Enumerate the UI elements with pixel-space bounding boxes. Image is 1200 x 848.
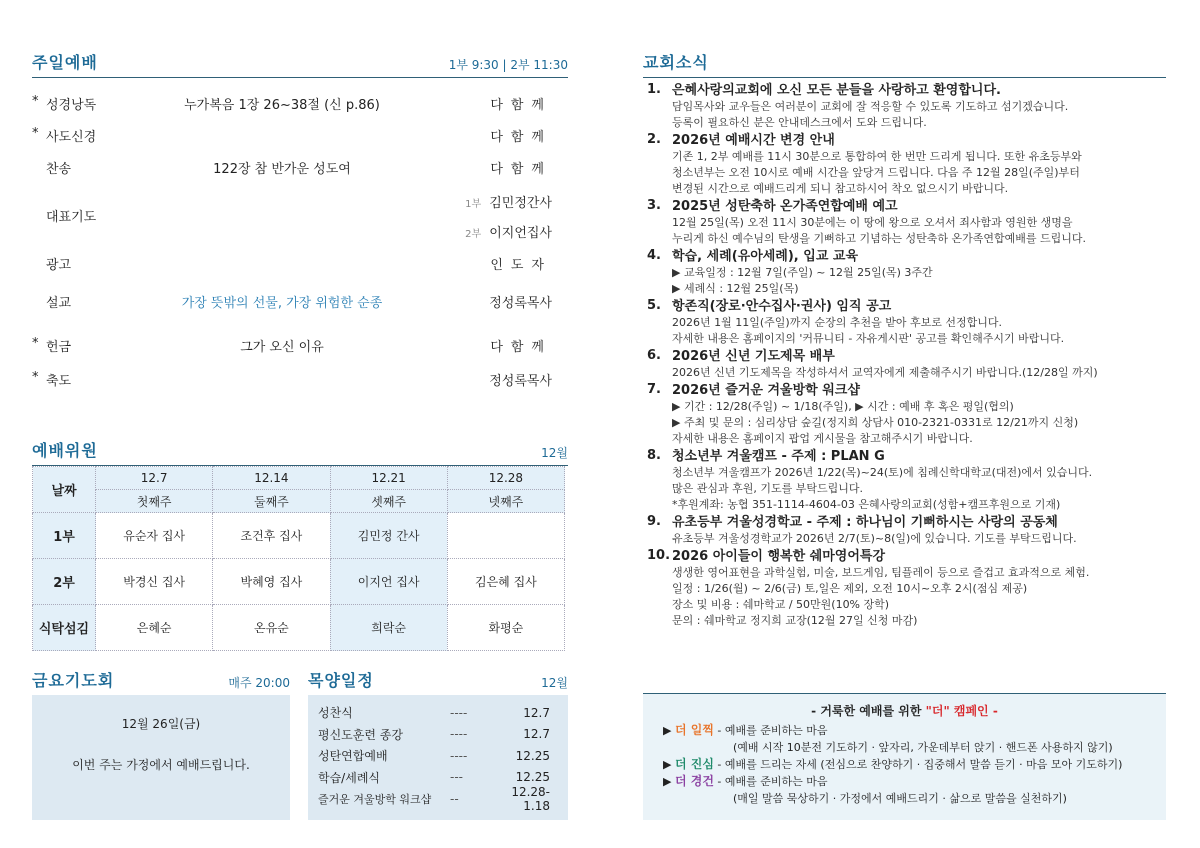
list-item [318, 745, 550, 767]
news-number: 3. [647, 198, 661, 213]
news-item [645, 198, 1165, 247]
news-item [645, 132, 1165, 197]
worship-label [32, 370, 102, 389]
table-row [33, 605, 565, 651]
news-line: 누리게 하신 예수님의 탄생을 기뻐하고 기념하는 성탄축하 온가족연합예배를 드립니다. [672, 232, 1087, 245]
campaign-desc: - 예배를 준비하는 마음 [713, 724, 828, 737]
campaign-desc: - 예배를 드리는 자세 (전심으로 찬양하기 · 집중해서 말씀 듣기 · 마음 모아 기도하기) [713, 758, 1123, 771]
asterisk-mark [32, 292, 44, 311]
friday-box [32, 695, 290, 820]
news-line: 자세한 내용은 홈페이지의 '커뮤니티 - 자유게시판' 공고를 확인해주시기 바랍니다. [672, 332, 1065, 345]
news-number: 6. [647, 348, 661, 363]
friday-note: 이번 주는 가정에서 예배드립니다. [72, 758, 250, 772]
news-title-text: 2026년 신년 기도제목 배부 [672, 349, 835, 364]
cell: 박경신 집사 [96, 559, 213, 605]
worship-times: 1부 9:30 | 2부 11:30 [448, 58, 568, 72]
pastoral-list [318, 702, 550, 813]
triangle-bullet-icon: ▶ [663, 758, 675, 771]
schedule-date: 12.7 [523, 705, 550, 720]
campaign-desc: - 예배를 준비하는 마음 [713, 775, 828, 788]
asterisk-mark: * [32, 126, 39, 141]
campaign-title-pre: - 거룩한 예배를 위한 [811, 704, 926, 718]
worship-label-text: 축도 [46, 374, 72, 389]
leader-name: 김민정간사 [489, 196, 552, 211]
worship-label-text: 설교 [46, 296, 72, 311]
news-line: 장소 및 비용 : 쉐마학교 / 50만원(10% 장학) [672, 598, 890, 611]
campaign-item [663, 722, 1146, 739]
schedule-name: 성찬식 [318, 706, 353, 721]
schedule-name: 즐거운 겨울방학 워크샵 [318, 792, 432, 806]
worship-person: 다함께 [490, 162, 552, 177]
news-title: 교회소식 [643, 53, 709, 72]
campaign-item [663, 773, 1146, 790]
news-item [645, 448, 1165, 513]
worship-content: 누가복음 1장 26~38절 (신 p.86) [184, 98, 380, 113]
triangle-bullet-icon: ▶ [663, 724, 675, 737]
worship-content: 가장 뜻밖의 선물, 가장 위험한 순종 [181, 296, 383, 311]
worship-label-text: 찬송 [46, 162, 72, 177]
news-line: *후원계좌: 농협 351-1114-4604-03 은혜사랑의교회(성함+캠프후원으로 기재) [672, 498, 1061, 511]
campaign-title [663, 702, 1146, 719]
campaign-title-highlight: "더" 캠페인 [925, 704, 989, 718]
worship-row [32, 158, 552, 178]
asterisk-mark: * [32, 336, 39, 351]
cell: 온유순 [213, 605, 330, 651]
cell: 김은혜 집사 [447, 559, 564, 605]
campaign-key: 더 진심 [674, 757, 714, 771]
news-line: 자세한 내용은 홈페이지 팝업 게시물을 참고해주시기 바랍니다. [672, 432, 973, 445]
worship-row [32, 196, 552, 241]
cell: 이지언 집사 [330, 559, 447, 605]
campaign-key: 더 경건 [674, 774, 714, 788]
news-title-text: 청소년부 겨울캠프 - 주제 : PLAN G [672, 449, 885, 464]
cell: 은혜순 [96, 605, 213, 651]
worship-row [32, 94, 552, 114]
worship-header [32, 50, 568, 78]
date: 12.28 [447, 467, 564, 490]
worship-label-text: 대표기도 [46, 210, 97, 225]
campaign-sub: (매일 말씀 묵상하기 · 가정에서 예배드리기 · 삶으로 말씀을 실천하기) [733, 792, 1067, 805]
week: 넷째주 [447, 490, 564, 513]
worship-title: 주일예배 [32, 53, 98, 72]
news-number: 2. [647, 132, 661, 147]
schedule-date: 12.7 [523, 727, 550, 742]
news-item [645, 514, 1165, 547]
cell: 희락순 [330, 605, 447, 651]
news-line: 12월 25일(목) 오전 11시 30분에는 이 땅에 왕으로 오셔서 죄사함과 영원한 생명을 [672, 216, 1073, 229]
worship-label [32, 158, 102, 177]
schedule-date: 12.25 [515, 748, 550, 763]
news-number: 1. [647, 82, 661, 97]
campaign-key: 더 일찍 [674, 723, 714, 737]
news-line: 기존 1, 2부 예배를 11시 30분으로 통합하여 한 번만 드리게 됩니다. 또한 유초등부와 [672, 150, 1082, 163]
schedule-dash: --- [450, 770, 463, 785]
news-line: 2026년 1월 11일(주일)까지 순장의 추천을 받아 후보로 선정합니다. [672, 316, 1002, 329]
worship-content: 그가 오신 이유 [240, 340, 324, 355]
schedule-dash: ---- [450, 748, 468, 763]
news-line: ▶ 주최 및 문의 : 심리상담 숲길(정지희 상담사 010-2321-0331로 12/21까지 신청) [672, 416, 1079, 429]
cell: 화평순 [447, 605, 564, 651]
schedule-dash: ---- [450, 727, 468, 742]
worship-label [32, 94, 102, 113]
schedule-dash: ---- [450, 705, 468, 720]
service-label: 1부 [465, 199, 482, 210]
list-item [318, 784, 550, 813]
team-month: 12월 [541, 446, 568, 460]
worship-content: 122장 참 반가운 성도여 [213, 162, 351, 177]
cell: 박혜영 집사 [213, 559, 330, 605]
news-item [645, 248, 1165, 297]
news-line: ▶ 기간 : 12/28(주일) ~ 1/18(주일), ▶ 시간 : 예배 후 혹은 평일(협의) [672, 400, 1014, 413]
news-title-text: 유초등부 겨울성경학교 - 주제 : 하나님이 기뻐하시는 사랑의 공동체 [672, 515, 1058, 530]
cell: 조건후 집사 [213, 513, 330, 559]
news-header [643, 50, 1166, 78]
worship-person: 다함께 [490, 98, 552, 113]
team-header [32, 438, 568, 466]
schedule-name: 평신도훈련 종강 [318, 727, 403, 742]
worship-person: 다함께 [490, 130, 552, 145]
news-line: 유초등부 겨울성경학교가 2026년 2/7(토)~8(일)에 있습니다. 기도를 부탁드립니다. [672, 532, 1077, 545]
news-line: 청소년부 겨울캠프가 2026년 1/22(목)~24(토)에 침례신학대학교(대전)에서 있습니다. [672, 466, 1093, 479]
date-label: 날짜 [33, 467, 96, 513]
news-line: ▶ 교육일정 : 12월 7일(주일) ~ 12월 25일(목) 3주간 [672, 266, 933, 279]
news-line: 등록이 필요하신 분은 안내데스크에서 도와 드립니다. [672, 116, 927, 129]
news-number: 5. [647, 298, 661, 313]
week: 둘째주 [213, 490, 330, 513]
week: 첫째주 [96, 490, 213, 513]
news-number: 4. [647, 248, 661, 263]
worship-person: 정성록목사 [489, 374, 552, 389]
news-item [645, 298, 1165, 347]
campaign-item [663, 756, 1146, 773]
pastoral-month: 12월 [541, 676, 568, 690]
worship-label [32, 206, 102, 225]
worship-label [32, 126, 102, 145]
news-title-text: 항존직(장로·안수집사·권사) 임직 공고 [672, 299, 892, 314]
leader-name: 이지언집사 [489, 226, 552, 241]
worship-label-text: 성경낭독 [46, 98, 97, 113]
friday-header [32, 668, 290, 696]
friday-date: 12월 26일(금) [121, 717, 201, 731]
news-number: 7. [647, 382, 661, 397]
news-list [645, 82, 1165, 630]
news-item [645, 548, 1165, 629]
news-number: 8. [647, 448, 661, 463]
worship-label-text: 헌금 [46, 340, 72, 355]
worship-row [32, 336, 552, 356]
row-label: 식탁섬김 [33, 605, 96, 651]
team-title: 예배위원 [32, 441, 98, 460]
campaign-sub: (예배 시작 10분전 기도하기 · 앞자리, 가운데부터 앉기 · 핸드폰 사용하지 않기) [733, 741, 1113, 754]
worship-person: 인도자 [490, 258, 552, 273]
asterisk-mark [32, 206, 44, 225]
asterisk-mark [32, 254, 44, 273]
news-item [645, 348, 1165, 381]
service-label: 2부 [465, 229, 482, 240]
prayer-leader [432, 222, 552, 241]
week: 셋째주 [330, 490, 447, 513]
list-item [318, 702, 550, 724]
news-line: 문의 : 쉐마학교 정지희 교장(12월 27일 신청 마감) [672, 614, 918, 627]
worship-row [32, 370, 552, 390]
date: 12.21 [330, 467, 447, 490]
news-line: 일정 : 1/26(월) ~ 2/6(금) 토,일은 제외, 오전 10시~오후 2시(점심 제공) [672, 582, 1028, 595]
news-line: 생생한 영어표현을 과학실험, 미술, 보드게임, 팀플레이 등으로 즐겁고 효과적으로 체험. [672, 566, 1090, 579]
date: 12.14 [213, 467, 330, 490]
worship-label [32, 292, 102, 311]
team-table [32, 466, 565, 651]
worship-row [32, 292, 552, 312]
row-label: 1부 [33, 513, 96, 559]
news-number: 9. [647, 514, 661, 529]
list-item [318, 724, 550, 746]
news-line: 담임목사와 교우들은 여러분이 교회에 잘 적응할 수 있도록 기도하고 섬기겠습니다. [672, 100, 1069, 113]
asterisk-mark [32, 158, 44, 177]
news-title-text: 2026 아이들이 행복한 쉐마영어특강 [672, 549, 886, 564]
pastoral-title: 목양일정 [308, 671, 374, 690]
worship-row [32, 254, 552, 274]
asterisk-mark: * [32, 94, 39, 109]
row-label: 2부 [33, 559, 96, 605]
schedule-date: 12.28-1.18 [511, 784, 550, 813]
campaign-title-post: - [988, 704, 998, 718]
prayer-leader [432, 192, 552, 211]
friday-title: 금요기도회 [32, 671, 115, 690]
worship-label-text: 광고 [46, 258, 72, 273]
news-title-text: 2026년 예배시간 변경 안내 [672, 133, 835, 148]
cell: 유순자 집사 [96, 513, 213, 559]
triangle-bullet-icon: ▶ [663, 775, 675, 788]
schedule-name: 성탄연합예배 [318, 749, 388, 764]
news-line: ▶ 세례식 : 12월 25일(목) [672, 282, 799, 295]
news-item [645, 82, 1165, 131]
news-line: 많은 관심과 후원, 기도를 부탁드립니다. [672, 482, 863, 495]
schedule-name: 학습/세례식 [318, 770, 381, 785]
asterisk-mark: * [32, 370, 39, 385]
worship-row [32, 126, 552, 146]
news-line: 변경된 시간으로 예배드리게 되니 참고하시어 착오 없으시기 바랍니다. [672, 182, 1009, 195]
schedule-date: 12.25 [515, 770, 550, 785]
worship-person: 정성록목사 [489, 296, 552, 311]
worship-label [32, 254, 102, 273]
date: 12.7 [96, 467, 213, 490]
friday-time: 매주 20:00 [228, 676, 290, 690]
schedule-dash: -- [450, 791, 459, 806]
cell: 김민정 간사 [330, 513, 447, 559]
table-row [33, 513, 565, 559]
news-number: 10. [647, 548, 671, 563]
news-item [645, 382, 1165, 447]
cell [447, 513, 564, 559]
campaign-box [643, 693, 1166, 820]
news-title-text: 학습, 세례(유아세례), 입교 교육 [672, 249, 859, 264]
news-title-text: 2026년 즐거운 겨울방학 워크샵 [672, 383, 860, 398]
news-line: 청소년부는 오전 10시로 예배 시간을 앞당겨 드립니다. 다음 주 12월 28일(주일)부터 [672, 166, 1080, 179]
pastoral-header [308, 668, 568, 696]
news-title-text: 은혜사랑의교회에 오신 모든 분들을 사랑하고 환영합니다. [672, 83, 1001, 98]
worship-label-text: 사도신경 [46, 130, 97, 145]
news-line: 2026년 신년 기도제목을 작성하셔서 교역자에게 제출해주시기 바랍니다.(12/28일 까지) [672, 366, 1098, 379]
table-row [33, 559, 565, 605]
worship-person: 다함께 [490, 340, 552, 355]
news-title-text: 2025년 성탄축하 온가족연합예배 예고 [672, 199, 898, 214]
worship-label [32, 336, 102, 355]
